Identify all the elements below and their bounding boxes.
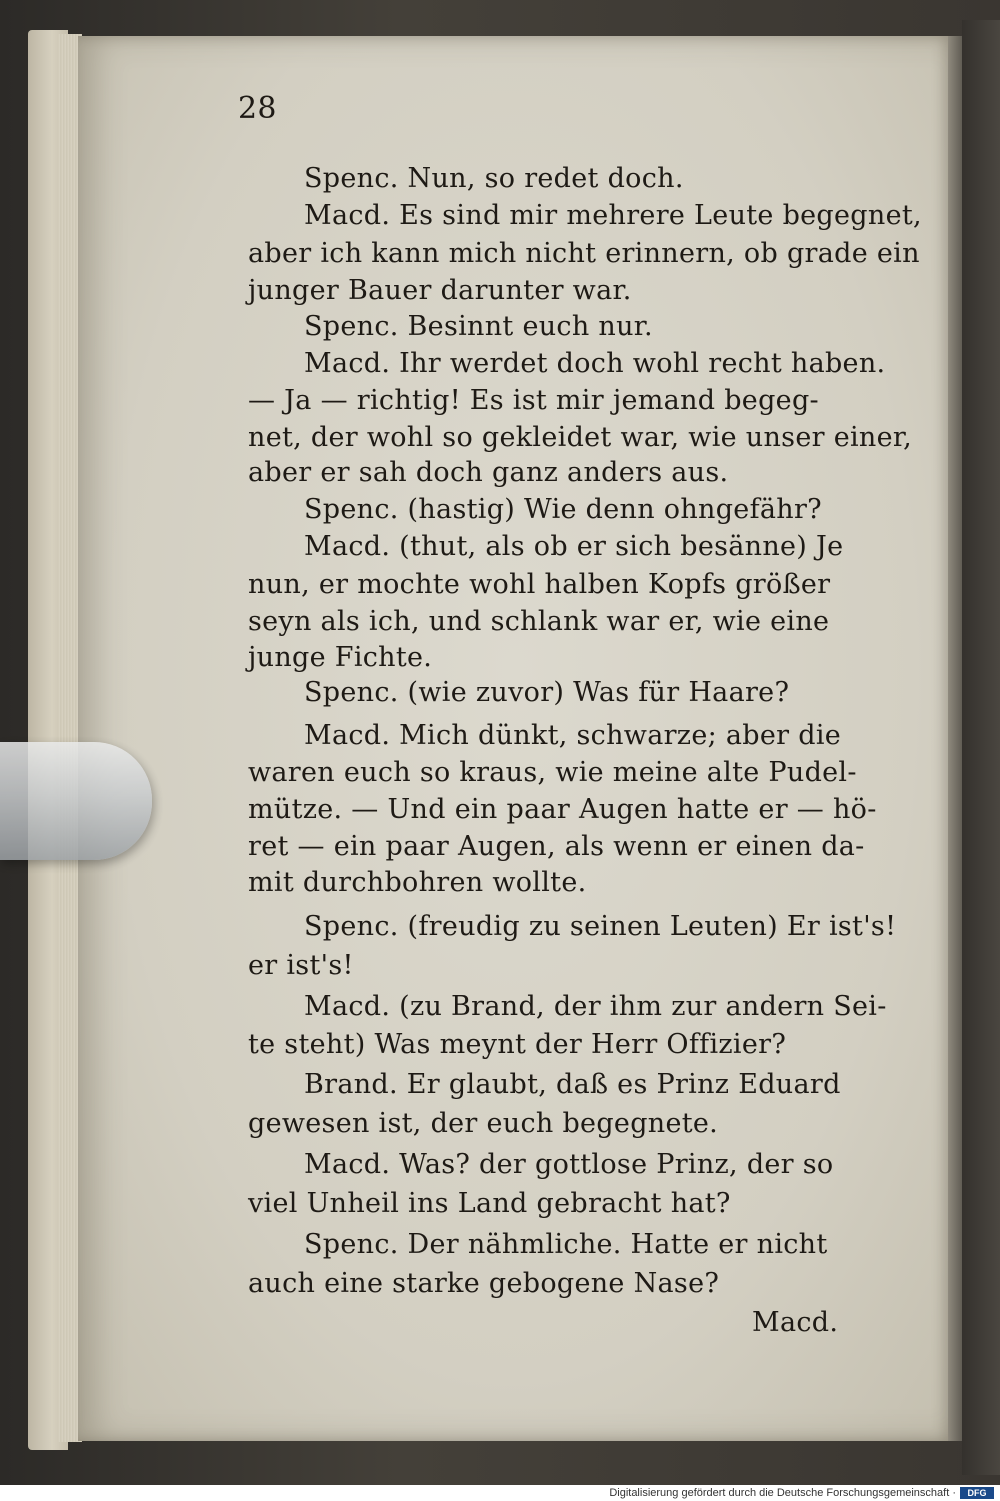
text-line: auch eine starke gebogene Nase? (248, 1268, 720, 1299)
text-line: Spenc. (freudig zu seinen Leuten) Er ist's! (304, 911, 897, 942)
text-line: Macd. Mich dünkt, schwarze; aber die (304, 720, 842, 751)
text-line: seyn als ich, und schlank war er, wie eine (248, 606, 830, 637)
catchword: Macd. (752, 1307, 839, 1338)
text-line: er ist's! (248, 950, 354, 981)
text-line: ret — ein paar Augen, als wenn er einen da- (248, 831, 865, 862)
footer-credit: Digitalisierung gefördert durch die Deutsche Forschungsgemeinschaft · (609, 1487, 956, 1499)
text-line: Spenc. (hastig) Wie denn ohngefähr? (304, 494, 822, 525)
text-line: nun, er mochte wohl halben Kopfs größer (248, 569, 831, 600)
text-line: Macd. Was? der gottlose Prinz, der so (304, 1149, 834, 1180)
text-line: aber ich kann mich nicht erinnern, ob grade ein (248, 238, 920, 269)
text-line: Spenc. Der nähmliche. Hatte er nicht (304, 1229, 828, 1260)
text-line: Macd. Es sind mir mehrere Leute begegnet, (304, 200, 922, 231)
text-line: mütze. — Und ein paar Augen hatte er — hö- (248, 794, 877, 825)
text-line: gewesen ist, der euch begegnete. (248, 1108, 719, 1139)
text-line: aber er sah doch ganz anders aus. (248, 457, 729, 488)
text-line: Brand. Er glaubt, daß es Prinz Eduard (304, 1069, 841, 1100)
text-line: net, der wohl so gekleidet war, wie unser einer, (248, 422, 912, 453)
text-line: Macd. (zu Brand, der ihm zur andern Sei- (304, 991, 887, 1022)
text-line: Macd. (thut, als ob er sich besänne) Je (304, 531, 844, 562)
text-line: junger Bauer darunter war. (248, 275, 632, 306)
text-line: mit durchbohren wollte. (248, 867, 587, 898)
text-line: viel Unheil ins Land gebracht hat? (248, 1188, 731, 1219)
text-line: te steht) Was meynt der Herr Offizier? (248, 1029, 787, 1060)
text-line: Macd. Ihr werdet doch wohl recht haben. (304, 348, 886, 379)
text-line: junge Fichte. (248, 642, 433, 673)
text-line: — Ja — richtig! Es ist mir jemand begeg- (248, 385, 819, 416)
text-line: waren euch so kraus, wie meine alte Pudel- (248, 757, 857, 788)
text-line: Spenc. Nun, so redet doch. (304, 163, 684, 194)
text-line: Spenc. (wie zuvor) Was für Haare? (304, 677, 790, 708)
dfg-logo: DFG (960, 1487, 994, 1499)
text-line: Spenc. Besinnt euch nur. (304, 311, 653, 342)
footer-bar (0, 1485, 1000, 1501)
page-number: 28 (238, 91, 277, 126)
